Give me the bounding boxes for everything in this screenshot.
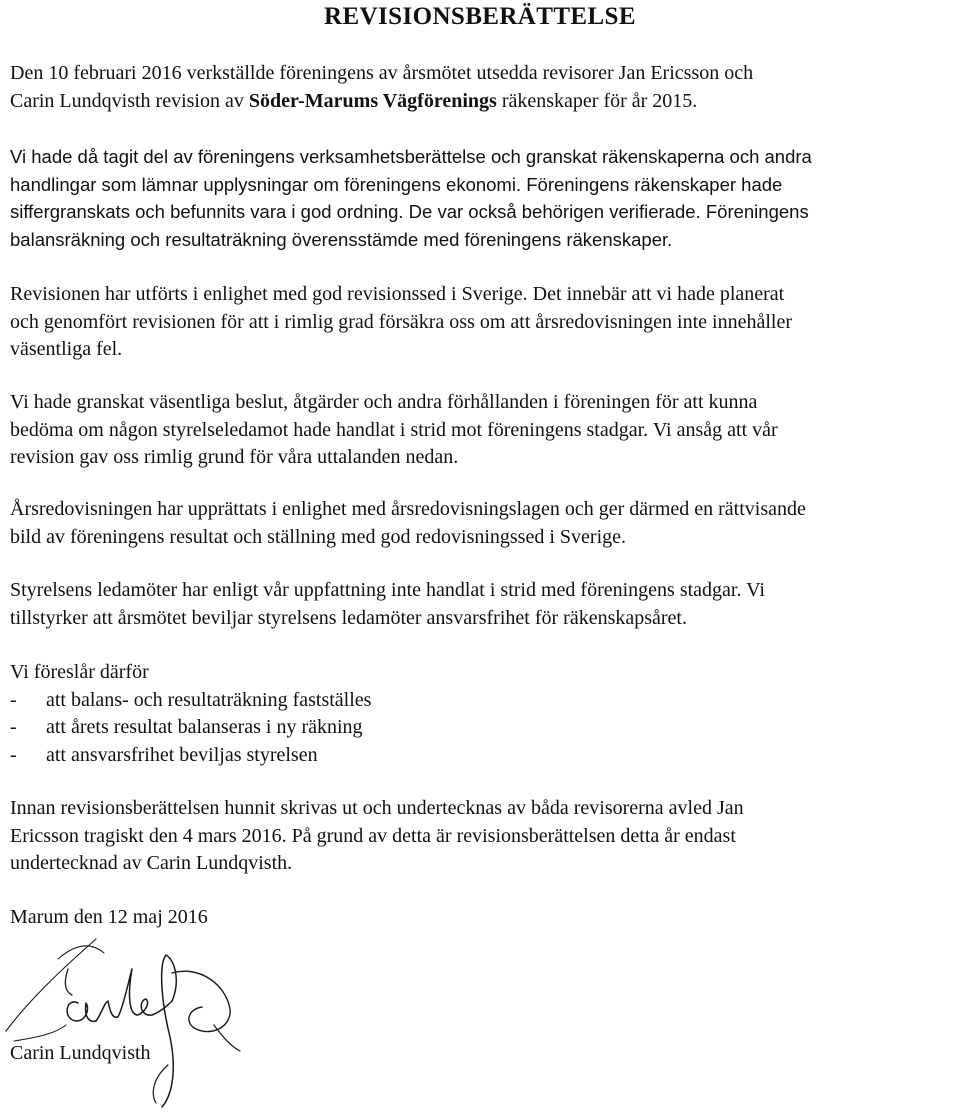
- list-dash: -: [10, 688, 17, 711]
- handwritten-signature: [0, 925, 300, 1116]
- signer-name: Carin Lundqvisth: [10, 1042, 151, 1064]
- text-line: Innan revisionsberättelsen hunnit skrivas ut och undertecknas av båda revisorerna avled Jan: [10, 797, 744, 819]
- paragraph-discharge-recommendation: [10, 577, 955, 632]
- proposal-item: [10, 742, 955, 770]
- list-dash: -: [10, 716, 17, 738]
- paragraph-review-scope: [10, 143, 955, 253]
- paragraph-proposals: [10, 659, 955, 769]
- place-date-line: Marum den 12 maj 2016: [10, 906, 208, 928]
- proposal-item: [10, 714, 955, 742]
- text-fragment: Carin Lundqvisth revision av: [10, 89, 249, 112]
- text-line: Styrelsens ledamöter har enligt vår uppfattning inte handlat i strid med föreningens stadgar. Vi: [10, 579, 765, 601]
- text-line: undertecknad av Carin Lundqvisth.: [10, 852, 293, 874]
- paragraph-audit-standard: [10, 281, 955, 364]
- text-line: Vi hade granskat väsentliga beslut, åtgärder och andra förhållanden i föreningen för att kunna: [10, 391, 758, 413]
- document-title: REVISIONSBERÄTTELSE: [324, 3, 636, 30]
- proposal-item: [10, 687, 955, 715]
- text-line: bedöma om någon styrelseledamot hade handlat i strid mot föreningens stadgar. Vi ansåg att vår: [10, 418, 778, 441]
- text-line: Den 10 februari 2016 verkställde föreningens av årsmötet utsedda revisorer Jan Ericsson och: [10, 62, 754, 84]
- signature-stroke: [153, 1065, 168, 1103]
- signature-stroke: [96, 969, 172, 1021]
- text-line: väsentliga fel.: [10, 338, 123, 360]
- text-line: Revisionen har utförts i enlighet med god revisionssed i Sverige. Det innebär att vi hade planerat: [10, 283, 785, 305]
- proposal-text: att ansvarsfrihet beviljas styrelsen: [46, 743, 318, 766]
- text-line: revision gav oss rimlig grund för våra uttalanden nedan.: [10, 446, 459, 468]
- proposal-text: att årets resultat balanseras i ny räkning: [46, 716, 363, 738]
- text-line: bild av föreningens resultat och ställning med god redovisningssed i Sverige.: [10, 525, 626, 548]
- text-fragment: räkenskaper för år 2015.: [496, 89, 698, 112]
- signature-stroke: [14, 1025, 66, 1041]
- signature-stroke: [6, 939, 96, 1031]
- signature-stroke: [67, 1002, 96, 1021]
- text-line: siffergranskats och befunnits vara i god ordning. De var också behörigen verifierade. Föreningens: [10, 201, 809, 222]
- text-line: balansräkning och resultaträkning överensstämde med föreningens räkenskaper.: [10, 228, 673, 250]
- text-line: tillstyrker att årsmötet beviljar styrelsens ledamöter ansvarsfrihet för räkenskapsåret.: [10, 606, 687, 629]
- list-dash: -: [10, 743, 17, 766]
- text-line: och genomfört revisionen för att i rimlig grad försäkra oss om att årsredovisningen inte innehåller: [10, 310, 793, 333]
- paragraph-audit-assignment: [10, 60, 955, 115]
- text-line: [10, 88, 955, 116]
- paragraph-signing-note: [10, 795, 955, 878]
- proposals-intro: Vi föreslår därför: [10, 661, 149, 683]
- text-line: Ericsson tragiskt den 4 mars 2016. På grund av detta är revisionsberättelsen detta år endast: [10, 824, 736, 847]
- text-line: Årsredovisningen har upprättats i enlighet med årsredovisningslagen och ger därmed en rättvisande: [10, 498, 806, 520]
- paragraph-annual-report: [10, 496, 955, 551]
- proposal-text: att balans- och resultaträkning fastställes: [46, 688, 372, 711]
- text-line: Vi hade då tagit del av föreningens verksamhetsberättelse och granskat räkenskaperna och andra: [10, 146, 812, 167]
- text-line: handlingar som lämnar upplysningar om föreningens ekonomi. Föreningens räkenskaper hade: [10, 173, 783, 195]
- paragraph-board-review: [10, 389, 955, 472]
- association-name: Söder-Marums Vägförenings: [248, 89, 497, 112]
- signature-stroke: [162, 955, 177, 1107]
- signature-stroke: [65, 969, 72, 995]
- signature-stroke: [172, 971, 230, 1031]
